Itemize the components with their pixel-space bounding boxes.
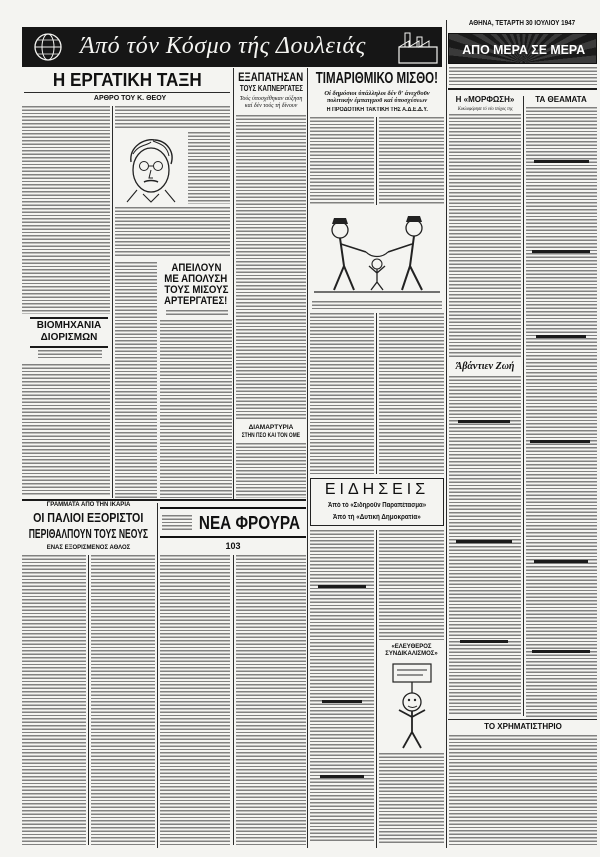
eidiseis-line-2: Άπό τή «Δυτική Δημοκρατία»: [333, 514, 421, 521]
viomichania-headline-2: [28, 333, 110, 343]
morfosi-body: [449, 114, 521, 358]
kapnergates-body: [236, 115, 306, 421]
artergates-line-2: ΜΕ ΑΠΟΛΥΣΗ: [164, 273, 228, 285]
avanti-body: [449, 376, 521, 716]
ergatiki-body: [188, 132, 230, 204]
factory-icon: [397, 29, 439, 65]
artergates-body: [160, 320, 232, 498]
morfosi-title: Η «ΜΟΡΦΩΣΗ»: [455, 95, 515, 104]
ikaria-headline-1: [22, 511, 155, 524]
exchange-title: ΤΟ ΧΡΗΜΑΤΙΣΤΗΡΙΟ: [484, 722, 562, 731]
ergatiki-body: [115, 106, 230, 130]
column-rule: [376, 530, 377, 848]
subhead-bar: [534, 560, 588, 563]
diamartyria-headline-2: [236, 433, 306, 440]
theamata-title: ΤΑ ΘΕΑΜΑΤΑ: [535, 95, 587, 104]
timarithmiko-deck: Οί δημόσιοι ύπάλληλοι δέν θ' άνεχθοῦν πολιτικήν έμπαιγμοῦ καί ύποσχέσεων: [324, 90, 430, 105]
ikaria-byline: [22, 545, 155, 551]
divider: [24, 92, 230, 93]
subhead-bar: [322, 700, 362, 703]
timarithmiko-kicker: [310, 107, 444, 113]
avanti-heading: [449, 361, 521, 372]
morfosi-subtitle: [449, 106, 521, 112]
ikaria-body: [22, 555, 86, 845]
exchange-heading: [449, 723, 597, 731]
right-column-rule: [446, 20, 447, 848]
globe-icon: [28, 31, 72, 63]
nea-froura-title: ΝΕΑ ΦΡΟΥΡΑ: [198, 513, 300, 533]
column-rule: [88, 555, 89, 845]
subhead-bar: [532, 250, 590, 253]
diamartyria-body: [236, 443, 306, 498]
artergates-line-3: ΤΟΥΣ ΜΙΣΟΥΣ: [163, 284, 229, 296]
timarithmiko-body: [310, 313, 374, 474]
almanac-text: [449, 67, 597, 85]
nea-froura-title-wrap: [194, 514, 304, 532]
column-rule: [523, 96, 524, 716]
timarithmiko-body: [379, 117, 444, 205]
ergatiki-headline-text: Η ΕΡΓΑΤΙΚΗ ΤΑΞΗ: [52, 70, 202, 90]
column-rule: [233, 68, 234, 500]
eidiseis-box: [310, 478, 444, 526]
tug-of-war-cartoon: [310, 208, 444, 300]
ergatiki-body: [22, 106, 110, 314]
artergates-deck: [166, 310, 228, 316]
eidiseis-line-1-wrap: [311, 502, 443, 509]
ikaria-body: [91, 555, 155, 845]
viomichania-body: [22, 364, 110, 495]
section-banner-title: Άπό τόν Κόσμο τής Δουλειάς: [80, 33, 366, 59]
eidiseis-line-1: Άπό τό «Σιδηροῦν Παραπέτασμα»: [327, 502, 427, 509]
right-banner-title: ΑΠΟ ΜΕΡΑ ΣΕ ΜΕΡΑ: [462, 42, 585, 57]
eidiseis-title-wrap: [311, 482, 443, 498]
ikaria-byline-text: ΕΝΑΣ ΕΞΟΡΙΣΜΕΝΟΣ ΑΘΛΟΣ: [46, 545, 131, 551]
ikaria-headline-1-text: ΟΙ ΠΑΛΙΟΙ ΕΞΟΡΙΣΤΟΙ: [33, 510, 144, 525]
right-column-banner: [448, 33, 597, 64]
timarithmiko-body: [379, 313, 444, 474]
divider: [22, 499, 306, 501]
timarithmiko-headline-text: ΤΙΜΑΡΙΘΜΙΚΟ ΜΙΣΘΟ!: [315, 70, 439, 87]
cartoon-caption: [312, 301, 442, 309]
artergates-headline-4: [158, 296, 234, 307]
column-rule: [376, 313, 377, 474]
subhead-bar: [460, 640, 508, 643]
divider: [30, 317, 108, 319]
divider: [30, 346, 108, 348]
morfosi-heading: [449, 96, 521, 104]
nea-froura-box: [160, 507, 306, 538]
nea-froura-episode: [200, 542, 266, 551]
viomichania-headline-1-text: ΒΙΟΜΗΧΑΝΙΑ: [36, 320, 102, 331]
diamartyria-line-2: ΣΤΗΝ ΠΣΟ ΚΑΙ ΤΟΝ ΟΜΕ: [241, 432, 301, 439]
kapnergates-headline-2: [236, 85, 306, 93]
subhead-bar: [456, 540, 512, 543]
exchange-table: [449, 735, 597, 845]
divider: [448, 719, 597, 720]
kapnergates-deck: Τούς ύποσχέθηκαν αύξηση καί δέν τούς τή δίνουν: [239, 96, 303, 109]
timarithmiko-headline: [310, 71, 444, 87]
dateline-text: ΑΘΗΝΑ, ΤΕΤΑΡΤΗ 30 ΙΟΥΛΙΟΥ 1947: [469, 20, 576, 27]
theamata-heading: [525, 96, 597, 104]
ikaria-kicker-text: ΓΡΑΜΜΑΤΑ ΑΠΟ ΤΗΝ ΙΚΑΡΙΑ: [46, 502, 131, 508]
subhead-bar: [320, 775, 364, 778]
ikaria-kicker: [22, 502, 155, 508]
viomichania-headline-1: [28, 321, 110, 331]
kapnergates-headline-1-text: ΕΞΑΠΑΤΗΣΑΝ: [238, 70, 304, 84]
syndikalismos-body: [379, 753, 444, 843]
eidiseis-line-2-wrap: [311, 514, 443, 521]
ikaria-headline-2-text: ΠΕΡΙΘΑΛΠΟΥΝ ΤΟΥΣ ΝΕΟΥΣ: [28, 526, 149, 541]
eidiseis-body: [310, 530, 374, 842]
subhead-bar: [534, 160, 589, 163]
nea-froura-body: [160, 555, 230, 845]
timarithmiko-body: [310, 117, 374, 205]
column-rule: [157, 503, 158, 848]
subhead-bar: [318, 585, 366, 588]
viomichania-headline-2-text: ΔΙΟΡΙΣΜΩΝ: [40, 332, 98, 343]
nea-froura-body: [236, 555, 306, 845]
column-rule: [307, 68, 308, 848]
divider: [448, 88, 597, 90]
morfosi-subtitle-text: Κυκλοφόρησε τό νέο τεύχος της: [457, 106, 513, 112]
diamartyria-headline-1: [236, 425, 306, 432]
syndikalismos-title: «ΕΛΕΥΘΕΡΟΣ ΣΥΝΔΙΚΑΛΙΣΜΟΣ»: [385, 644, 438, 658]
timarithmiko-kicker-text: Η ΠΡΟΔΟΤΙΚΗ ΤΑΚΤΙΚΗ ΤΗΣ Α.Δ.Ε.Δ.Υ.: [326, 107, 428, 113]
artergates-body: [115, 262, 157, 498]
kapnergates-headline-2-text: ΤΟΥΣ ΚΑΠΝΕΡΓΑΤΕΣ: [239, 84, 303, 93]
eidiseis-title: ΕΙΔΗΣΕΙΣ: [324, 481, 430, 498]
theamata-body: [526, 107, 597, 717]
portrait-sketch: [117, 132, 185, 204]
subhead-bar: [530, 440, 590, 443]
right-banner-text-wrap: [449, 43, 598, 56]
subhead-bar: [532, 650, 590, 653]
ergatiki-byline-text: ΑΡΘΡΟ ΤΟΥ Κ. ΘΕΟΥ: [93, 95, 167, 102]
column-rule: [233, 555, 234, 845]
dateline: [448, 20, 597, 27]
ikaria-headline-2: [22, 527, 155, 540]
subhead-bar: [536, 335, 586, 338]
nea-froura-episode-number: 103: [225, 541, 241, 551]
ergatiki-byline: [60, 95, 200, 102]
kapnergates-headline-1: [236, 71, 306, 83]
eidiseis-body: [379, 530, 444, 640]
avanti-title: Άβάντιεν Ζωή: [455, 361, 515, 372]
column-rule: [376, 117, 377, 205]
column-rule: [112, 106, 113, 498]
viomichania-deck: [38, 350, 102, 359]
subhead-bar: [458, 420, 510, 423]
diamartyria-line-1: ΔΙΑΜΑΡΤΥΡΙΑ: [248, 424, 294, 431]
feuilleton-label: [162, 515, 192, 531]
artergates-line-1: ΑΠΕΙΛΟΥΝ: [170, 262, 222, 274]
section-masthead-banner: [22, 27, 442, 67]
artergates-line-4: ΑΡΤΕΡΓΑΤΕΣ!: [164, 295, 228, 307]
ergatiki-body: [115, 207, 230, 257]
syndikalismos-cartoon: [383, 662, 441, 750]
ergatiki-headline: [24, 71, 230, 89]
